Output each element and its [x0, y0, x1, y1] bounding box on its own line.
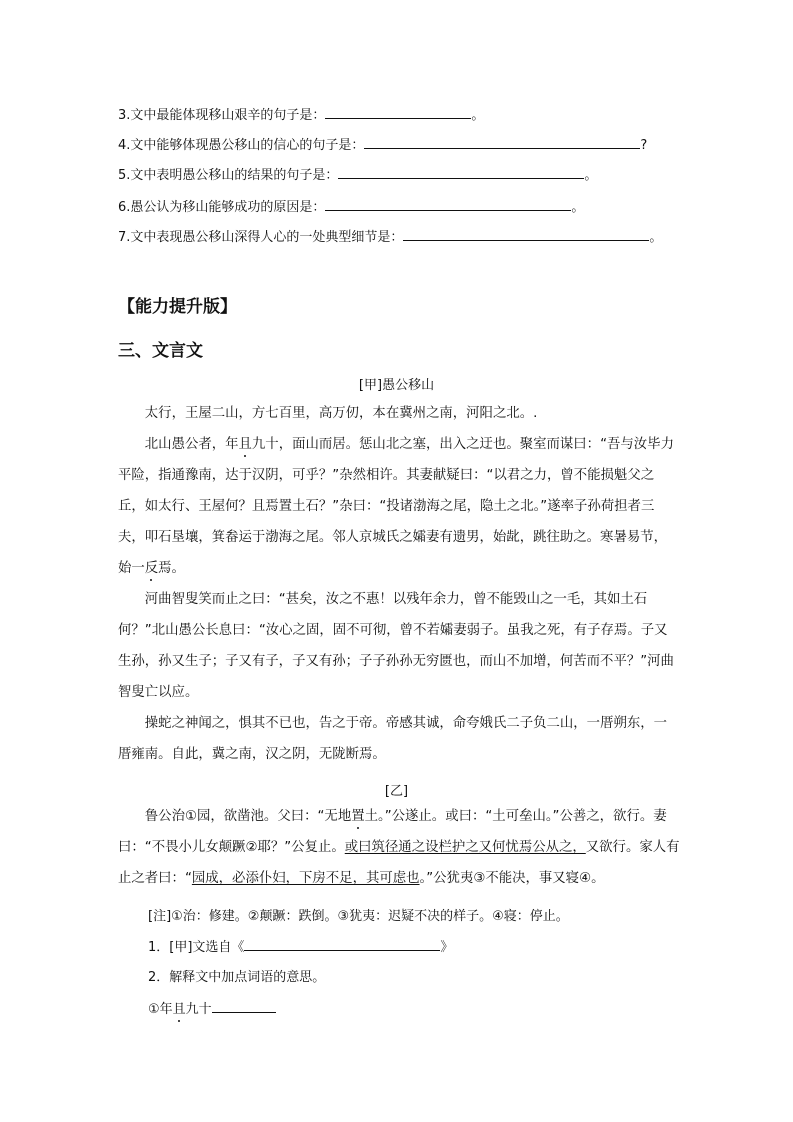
question-1	[148, 936, 453, 955]
dotted-word: 反	[144, 561, 159, 576]
underlined-sentence: 或曰筑径通之设栏护之又何忧焉公从之，	[344, 840, 586, 855]
dotted-word: 且	[238, 437, 252, 452]
question-5	[118, 166, 597, 184]
question-end: 。	[471, 108, 485, 123]
annotation-note: [注]①治：修建。②颠蹶：跌倒。③犹夷：迟疑不决的样子。④寝：停止。	[148, 909, 569, 924]
item-text: ①年	[148, 1002, 173, 1017]
answer-blank[interactable]	[212, 1000, 276, 1013]
passage-a-p2	[118, 429, 680, 584]
section-heading: 【能力提升版】	[118, 297, 237, 317]
text-run: 又欲行。家人有止之者曰：“	[118, 840, 680, 886]
answer-blank[interactable]	[403, 228, 649, 241]
passage-a	[118, 398, 680, 770]
question-end: ?	[640, 138, 648, 153]
question-7	[118, 228, 662, 246]
text-run: 土。”公遂止。或曰：“土可垒山。”公善之，欲行。妻曰：“不畏小儿女颠蹶②耶？”公复止。	[118, 809, 667, 855]
question-end: 。	[571, 200, 585, 215]
section-subheading: 三、文言文	[118, 341, 203, 361]
answer-blank[interactable]	[364, 136, 640, 149]
answer-blank[interactable]	[325, 106, 471, 119]
question-end: 。	[649, 230, 663, 245]
question-2: 2．解释文中加点词语的意思。	[148, 970, 326, 985]
answer-blank[interactable]	[338, 166, 584, 179]
dotted-word: 且	[172, 1002, 186, 1017]
passage-a-title: [甲]愚公移山	[358, 378, 435, 393]
text-run: 鲁公治①园，欲凿池。父曰：“无地	[144, 809, 352, 824]
question-end: 》	[440, 940, 454, 955]
question-4	[118, 136, 647, 154]
text-run: 九十，面山而居。惩山北之塞，出入之迂也。聚室而谋曰：“吾与汝毕力平险，指通豫南，达于汉阴，可乎？”杂然相许。其妻献疑曰：“以君之力，曾不能损魁父之丘，如太行、王屋何？且焉置土石？”杂曰：“投诸渤海之尾，隐土之北。”遂率子孙荷担者三夫，叩石垦壤，箕畚运于渤海之尾。邻人京城氏之孀妻有遗男，始龀，跳往助之。寒暑易节，始一	[118, 437, 674, 576]
dotted-word: 置	[351, 809, 365, 824]
question-3	[118, 106, 484, 124]
answer-blank[interactable]	[244, 938, 440, 951]
text-run: 焉。	[158, 561, 185, 576]
question-text: 6.愚公认为移山能够成功的原因是：	[118, 200, 326, 215]
passage-a-p4: 操蛇之神闻之，惧其不已也，告之于帝。帝感其诚，命夸娥氏二子负二山，一厝朔东，一厝雍南。自此，冀之南，汉之阴，无陇断焉。	[118, 716, 668, 762]
question-end: 。	[584, 168, 598, 183]
question-text: 5.文中表明愚公移山的结果的句子是：	[118, 168, 339, 183]
question-text: 4.文中能够体现愚公移山的信心的句子是：	[118, 138, 365, 153]
text-run: 北山愚公者，年	[144, 437, 239, 452]
item-text: 九十	[185, 1002, 212, 1017]
question-6	[118, 198, 584, 216]
passage-a-p1: 太行，王屋二山，方七百里，高万仞，本在冀州之南，河阳之北。.	[144, 406, 538, 421]
underlined-sentence: 园成，必添仆妇，下房不足，其可虑也	[191, 871, 420, 886]
question-text: 3.文中最能体现移山艰辛的句子是：	[118, 108, 326, 123]
passage-b-p1	[118, 801, 680, 894]
passage-b	[118, 801, 680, 894]
passage-b-title: [乙]	[384, 784, 409, 799]
text-run: 。”公犹夷③不能决，事又寝④。	[419, 871, 605, 886]
question-text: 1．[甲]文选自《	[148, 940, 245, 955]
passage-a-p3: 河曲智叟笑而止之曰：“甚矣，汝之不惠！以残年余力，曾不能毁山之一毛，其如土石何？”北山愚公长息曰：“汝心之固，固不可彻，曾不若孀妻弱子。虽我之死，有子存焉。子又生孙，孙又生子；子又有子，子又有孙；子子孙孙无穷匮也，而山不加增，何苦而不平？”河曲智叟亡以应。	[118, 592, 674, 700]
question-text: 7.文中表现愚公移山深得人心的一处典型细节是：	[118, 230, 404, 245]
question-2-item-1	[148, 998, 276, 1017]
answer-blank[interactable]	[325, 198, 571, 211]
